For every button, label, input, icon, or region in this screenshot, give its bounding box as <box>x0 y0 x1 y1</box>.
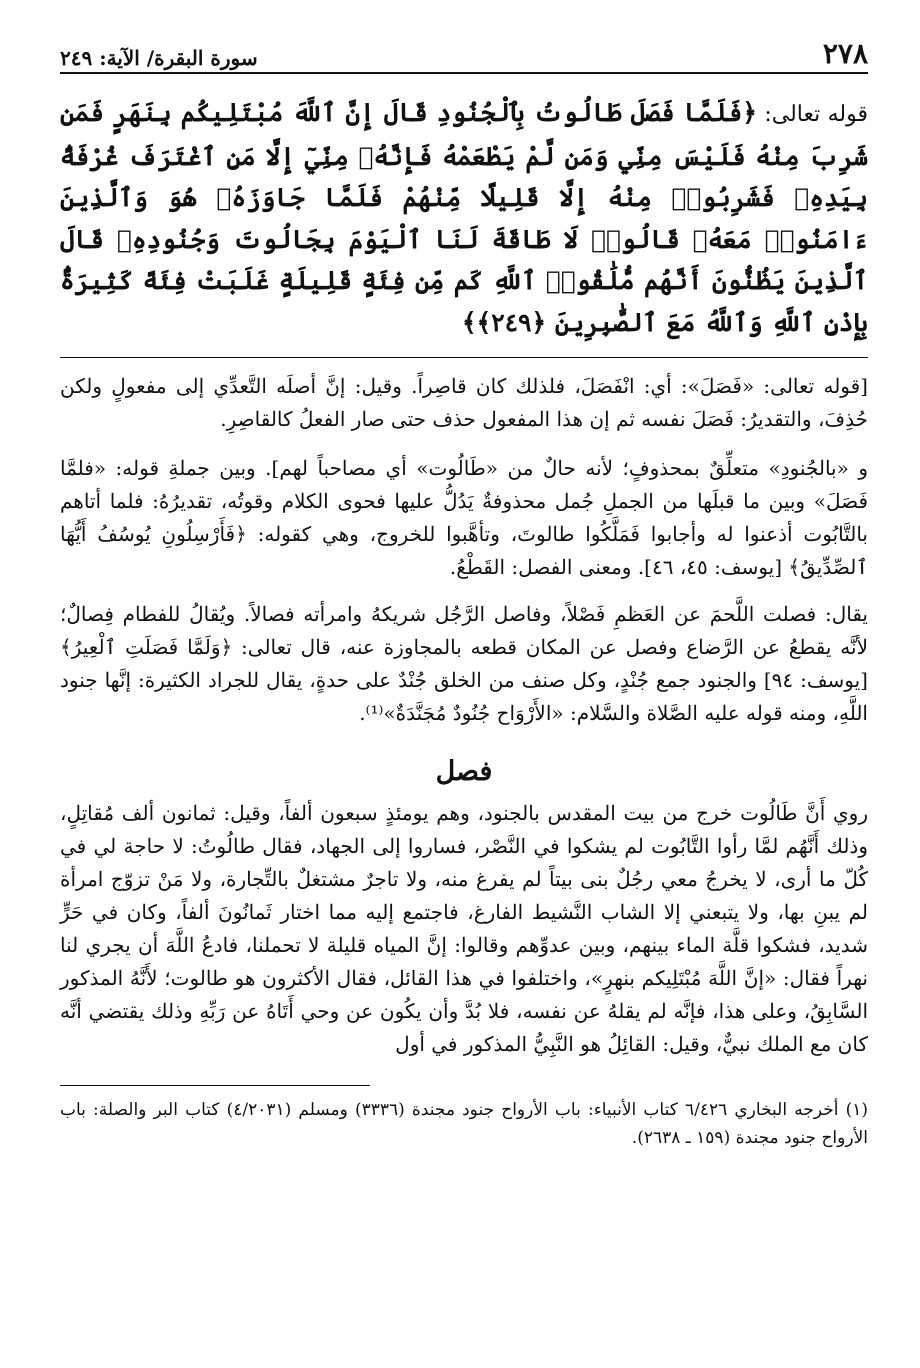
quran-verse <box>60 92 868 343</box>
footnote-divider-wrap <box>60 1075 868 1096</box>
section-paragraph: روي أَنَّ طَالُوت خرج من بيت المقدس بالجنود، وهم يومئذٍ سبعون ألفاً، وقيل: ثمانون ألف مُقاتِلٍ، وذلك أَنَّهُم لمَّا رأوا التَّابُوت لم يشكوا في النَّصْر، فساروا إلى الجهاد، فقال طالُوتُ: لا حاجة لي في كُلّ ما أرى، لا يخرجُ معي رجُلٌ بنى بيتاً لم يفرغ منه، ولا تاجرٌ مشتغلٌ بالتِّجارة، ولا مَنْ تزوّج امرأة لم يبنِ بها، ولا يتبعني إلا الشاب النَّشيط الفارغ، فاجتمع إليه مما اختار ثَمانُونَ ألفاً، وكان في حَرٍّ شديد، فشكوا قلَّة الماء بينهم، وبين عدوِّهم وقالوا: إنَّ المياه قليلة لا تحملنا، فادعُ اللَّهَ أن يجري لنا نهراً فقال: «إنَّ اللَّهَ مُبْتَلِيكم بنهرٍ»، واختلفوا في هذا القائل، فقال الأكثرون هو طالوت؛ لأَنَّهُ المذكور السَّابِقُ، وعلى هذا، فإنَّه لم يقلهُ عن نفسه، فلا بُدَّ وأن يكُون عن وحي أَتَاهُ عن رَبِّهِ وذلك يقتضي أنَّه كان مع الملك نبيٌّ، وقيل: القائِلُ هو النَّبِيُّ المذكور في أول <box>60 801 868 1056</box>
verse-divider <box>60 357 868 358</box>
running-title: سورة البقرة/ الآية: ٢٤٩ <box>60 46 258 70</box>
commentary-paragraph-1: [قوله تعالى: «فَصَلَ»: أي: انْفَصَلَ، فلذلك كان قاصِراً. وقيل: إنَّ أصلَه التَّعدِّي إلى مفعولٍ ولكن حُذِفَ، والتقديرُ: فَصَلَ نفسه ثم إن هذا المفعول حذف حتى صار الفعلُ كالقاصِرِ. <box>60 374 868 431</box>
section-heading: فصل <box>435 756 493 787</box>
page-content <box>60 92 868 1152</box>
page-number: ٢٧٨ <box>822 37 868 70</box>
verse-lead: قوله تعالى: <box>756 102 868 127</box>
footnote-1: (١) أخرجه البخاري ٦/٤٢٦ كتاب الأنبياء: باب الأرواح جنود مجندة (٣٣٣٦) ومسلم (٤/٢٠٣١) كتاب البر والصلة: باب الأرواح جنود مجندة (١٥٩ ـ ٢٦٣٨). <box>60 1100 869 1148</box>
footnote-divider <box>60 1085 370 1086</box>
page-header <box>60 30 868 74</box>
commentary-paragraph-2: و «بالجُنودِ» متعلِّقٌ بمحذوفٍ؛ لأنه حالٌ من «طَالُوت» أي مصاحباً لهم]. وبين جملةِ قوله: «فلمَّا فَصَلَ» وبين ما قبلَها من الجملِ جُمل محذوفةٌ يَدُلُّ عليها فحوى الكلام وقوتُه، تقديرُهُ: فلما أتاهم بالتَّابُوت أذعنوا له وأجابوا فَمَلَّكُوا طالوتَ، وتأهَّبوا للخروج، وهي كقوله: ﴿فَأَرْسِلُونِ يُوسُفُ أَيُّهَا ٱلصِّدِّيقُ﴾ [يوسف: ٤٥، ٤٦]. ومعنى الفصل: القَطْعُ. <box>60 456 868 579</box>
verse-text: ﴿فَلَمَّا فَصَلَ طَالُوتُ بِٱلْجُنُودِ قَالَ إِنَّ ٱللَّهَ مُبْتَلِيكُم بِنَهَرٍ فَمَن شَرِبَ مِنْهُ فَلَيْسَ مِنِّي وَمَن لَّمْ يَطْعَمْهُ فَإِنَّهُۥ مِنِّيٓ إِلَّا مَنِ ٱغْتَرَفَ غُرْفَةًۢ بِيَدِهِۦ فَشَرِبُوا۟ مِنْهُ إِلَّا قَلِيلًا مِّنْهُمْ فَلَمَّا جَاوَزَهُۥ هُوَ وَٱلَّذِينَ ءَامَنُوا۟ مَعَهُۥ قَالُوا۟ لَا طَاقَةَ لَنَا ٱلْيَوْمَ بِجَالُوتَ وَجُنُودِهِۦ قَالَ ٱلَّذِينَ يَظُنُّونَ أَنَّهُم مُّلَٰقُوا۟ ٱللَّهِ كَم مِّن فِئَةٍ قَلِيلَةٍ غَلَبَتْ فِئَةً كَثِيرَةًۢ بِإِذْنِ ٱللَّهِ وَٱللَّهُ مَعَ ٱلصَّٰبِرِينَ ﴿٢٤٩﴾﴾ <box>60 98 868 337</box>
commentary-paragraph-3: يقال: فصلت اللَّحمَ عن العَظمِ فَصْلاً، وفاصل الرَّجُل شريكهُ وامرأته فصالاً. ويُقالُ للفطام فِصالٌ؛ لأنَّه يقطعُ عن الرَّضاع وفصل عن المكان قطعه بالمجاوزة عنه، قال تعالى: ﴿وَلَمَّا فَصَلَتِ ٱلْعِيرُ﴾ [يوسف: ٩٤] والجنود جمع جُنْدٍ، وكل صنف من الخلق جُنْدٌ على حدةٍ، يقال للجراد الكثيرة: إنَّها جنود اللَّهِ، ومنه قوله عليه الصَّلاة والسَّلام: «الأَرْوَاح جُنُودٌ مُجَنَّدَةٌ»⁽¹⁾. <box>60 602 868 725</box>
